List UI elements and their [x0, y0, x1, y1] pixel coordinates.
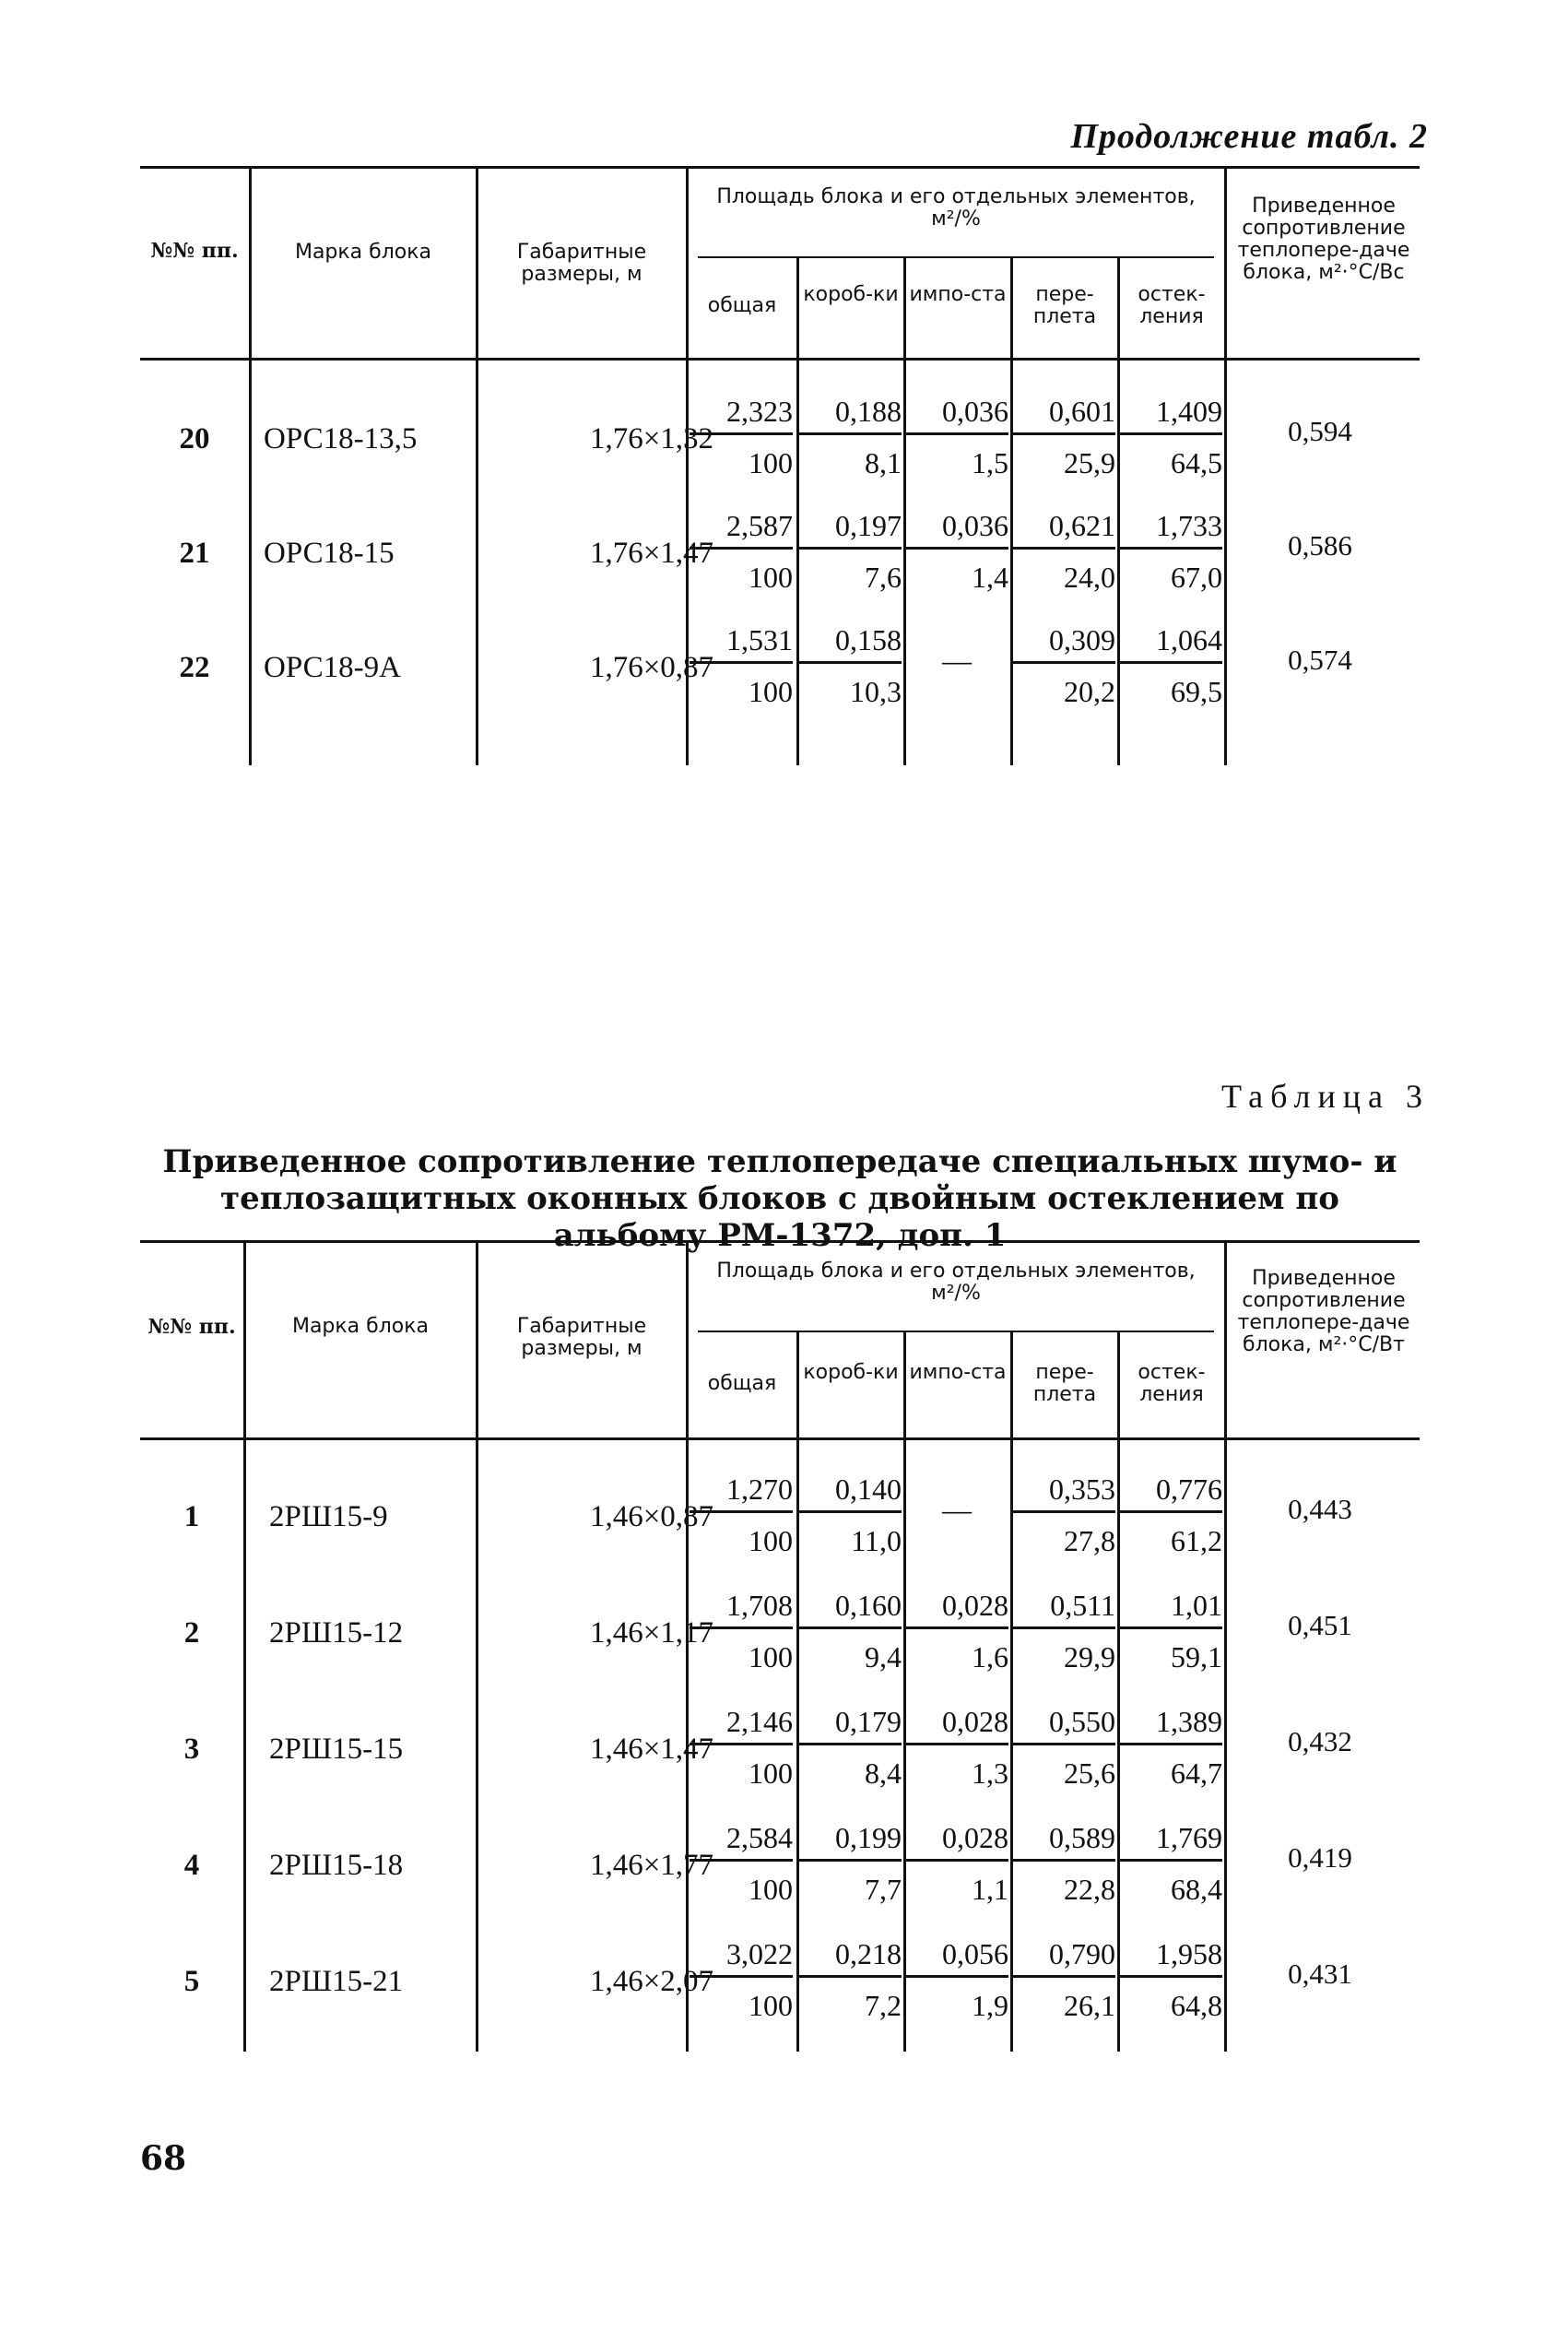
box-area: 0,140: [798, 1473, 902, 1513]
frame-percent: 24,0: [1064, 561, 1115, 594]
glazing-percent: 68,4: [1171, 1873, 1222, 1906]
frame-area: 0,790: [1012, 1937, 1115, 1978]
glazing-area: 1,733: [1119, 509, 1222, 550]
header-frame: пере-плета: [1032, 1361, 1097, 1406]
row-number: 20: [179, 422, 210, 455]
header-dims: Габаритные размеры, м: [516, 241, 647, 286]
header-resistance: Приведенное сопротивление теплопере-даче блока, м²·°С/Вт: [1237, 1267, 1410, 1356]
header-impost: импо-ста: [909, 1361, 1007, 1384]
glazing-percent: 61,2: [1171, 1524, 1222, 1557]
row-mark: 2РШ15-9: [269, 1500, 388, 1533]
row-resistance: 0,574: [1288, 644, 1352, 676]
row-resistance: 0,594: [1288, 415, 1352, 447]
frame-percent: 26,1: [1064, 1989, 1115, 2022]
header-bottom-rule: [140, 1437, 1420, 1440]
box-area: 0,160: [798, 1589, 902, 1629]
header-glazing: остек-ления: [1138, 1361, 1206, 1406]
row-resistance: 0,586: [1288, 529, 1352, 562]
table-3-title: Приведенное сопротивление теплопередаче специальных шумо- и теплозащитных оконных блоков с двойным остеклением по альбому РМ-1372, доп. 1: [162, 1143, 1397, 1254]
row-number: 4: [183, 1849, 200, 1882]
impost-area: 0,056: [905, 1937, 1008, 1978]
table-top-rule: [140, 1240, 1420, 1243]
total-area: 2,146: [690, 1705, 793, 1745]
frame-area: 0,353: [1012, 1473, 1115, 1513]
glazing-percent: 64,8: [1171, 1989, 1222, 2022]
row-resistance: 0,432: [1288, 1725, 1352, 1757]
frame-area: 0,601: [1012, 395, 1115, 435]
row-number: 5: [183, 1965, 200, 1998]
header-total: общая: [707, 294, 777, 317]
total-percent: 100: [749, 675, 793, 708]
row-mark: 2РШ15-21: [269, 1965, 404, 1998]
row-resistance: 0,419: [1288, 1841, 1352, 1874]
box-area: 0,199: [798, 1821, 902, 1862]
header-resistance: Приведенное сопротивление теплопере-даче блока, м²·°С/Вс: [1237, 195, 1410, 284]
header-num: №№ пп.: [150, 239, 239, 263]
frame-percent: 25,6: [1064, 1756, 1115, 1790]
frame-area: 0,550: [1012, 1705, 1115, 1745]
total-area: 1,531: [690, 623, 793, 664]
frame-percent: 29,9: [1064, 1640, 1115, 1674]
frame-area: 0,309: [1012, 623, 1115, 664]
table-row: [140, 509, 1420, 620]
row-dims: 1,76×1,47: [589, 537, 714, 570]
impost-area: 0,028: [905, 1705, 1008, 1745]
row-number: 1: [183, 1500, 200, 1533]
table-row: [140, 1705, 1420, 1816]
total-area: 1,708: [690, 1589, 793, 1629]
subheader-rule: [698, 256, 1214, 258]
impost-dash: —: [942, 644, 972, 677]
row-resistance: 0,443: [1288, 1493, 1352, 1525]
continuation-caption: Продолжение табл. 2: [1070, 117, 1428, 156]
header-area: Площадь блока и его отдельных элементов, м²/%: [716, 1260, 1196, 1305]
frame-percent: 25,9: [1064, 446, 1115, 479]
glazing-area: 0,776: [1119, 1473, 1222, 1513]
header-total: общая: [707, 1372, 777, 1395]
row-dims: 1,76×1,32: [589, 422, 714, 455]
impost-area: 0,028: [905, 1589, 1008, 1629]
header-num: №№ пп.: [147, 1315, 236, 1339]
row-mark: ОРС18-13,5: [264, 422, 418, 455]
total-percent: 100: [749, 561, 793, 594]
glazing-percent: 64,7: [1171, 1756, 1222, 1790]
box-percent: 10,3: [850, 675, 902, 708]
table-2: [140, 166, 1420, 765]
glazing-area: 1,769: [1119, 1821, 1222, 1862]
box-area: 0,158: [798, 623, 902, 664]
box-percent: 11,0: [851, 1524, 902, 1557]
box-area: 0,179: [798, 1705, 902, 1745]
glazing-percent: 67,0: [1171, 561, 1222, 594]
total-percent: 100: [749, 1756, 793, 1790]
table-row: [140, 1937, 1420, 2048]
frame-area: 0,621: [1012, 509, 1115, 550]
total-percent: 100: [749, 1989, 793, 2022]
table-row: [140, 623, 1420, 734]
total-area: 2,584: [690, 1821, 793, 1862]
glazing-area: 1,958: [1119, 1937, 1222, 1978]
impost-percent: 1,3: [972, 1756, 1008, 1790]
header-bottom-rule: [140, 358, 1420, 361]
impost-percent: 1,4: [972, 561, 1008, 594]
glazing-area: 1,064: [1119, 623, 1222, 664]
box-area: 0,188: [798, 395, 902, 435]
total-percent: 100: [749, 1873, 793, 1906]
header-box: короб-ки: [803, 1361, 899, 1384]
impost-area: 0,036: [905, 395, 1008, 435]
row-mark: ОРС18-15: [264, 537, 395, 570]
row-resistance: 0,451: [1288, 1609, 1352, 1641]
header-glazing: остек-ления: [1138, 283, 1206, 328]
box-percent: 7,7: [865, 1873, 902, 1906]
impost-percent: 1,1: [972, 1873, 1008, 1906]
impost-dash: —: [942, 1493, 972, 1526]
row-dims: 1,76×0,87: [589, 651, 714, 684]
total-percent: 100: [749, 446, 793, 479]
row-number: 22: [179, 651, 210, 684]
impost-area: 0,036: [905, 509, 1008, 550]
frame-percent: 22,8: [1064, 1873, 1115, 1906]
table-row: [140, 1473, 1420, 1583]
impost-percent: 1,6: [972, 1640, 1008, 1674]
box-area: 0,197: [798, 509, 902, 550]
header-frame: пере-плета: [1032, 283, 1097, 328]
impost-percent: 1,9: [972, 1989, 1008, 2022]
total-percent: 100: [749, 1640, 793, 1674]
glazing-percent: 64,5: [1171, 446, 1222, 479]
total-percent: 100: [749, 1524, 793, 1557]
table-top-rule: [140, 166, 1420, 169]
row-mark: 2РШ15-12: [269, 1616, 404, 1650]
frame-area: 0,589: [1012, 1821, 1115, 1862]
row-dims: 1,46×0,87: [589, 1500, 714, 1533]
header-mark: Марка блока: [294, 241, 432, 264]
box-percent: 9,4: [865, 1640, 902, 1674]
row-mark: 2РШ15-18: [269, 1849, 404, 1882]
row-dims: 1,46×1,77: [589, 1849, 714, 1882]
glazing-area: 1,01: [1119, 1589, 1222, 1629]
header-mark: Марка блока: [291, 1315, 430, 1338]
row-resistance: 0,431: [1288, 1958, 1352, 1990]
box-percent: 8,1: [865, 446, 902, 479]
row-number: 3: [183, 1733, 200, 1766]
box-percent: 7,6: [865, 561, 902, 594]
glazing-area: 1,389: [1119, 1705, 1222, 1745]
table-3: [140, 1240, 1420, 2052]
glazing-area: 1,409: [1119, 395, 1222, 435]
table-row: [140, 395, 1420, 505]
row-dims: 1,46×1,47: [589, 1733, 714, 1766]
glazing-percent: 59,1: [1171, 1640, 1222, 1674]
box-percent: 7,2: [865, 1989, 902, 2022]
impost-percent: 1,5: [972, 446, 1008, 479]
frame-percent: 27,8: [1064, 1524, 1115, 1557]
table-3-label: Таблица 3: [1221, 1078, 1430, 1115]
row-mark: ОРС18-9А: [264, 651, 401, 684]
header-dims: Габаритные размеры, м: [516, 1315, 647, 1360]
glazing-percent: 69,5: [1171, 675, 1222, 708]
subheader-rule: [698, 1331, 1214, 1332]
total-area: 2,323: [690, 395, 793, 435]
row-dims: 1,46×2,07: [589, 1965, 714, 1998]
box-percent: 8,4: [865, 1756, 902, 1790]
row-mark: 2РШ15-15: [269, 1733, 404, 1766]
row-dims: 1,46×1,17: [589, 1616, 714, 1650]
table-row: [140, 1821, 1420, 1932]
table-row: [140, 1589, 1420, 1699]
total-area: 2,587: [690, 509, 793, 550]
impost-area: 0,028: [905, 1821, 1008, 1862]
row-number: 21: [179, 537, 210, 570]
total-area: 3,022: [690, 1937, 793, 1978]
frame-area: 0,511: [1012, 1589, 1115, 1629]
total-area: 1,270: [690, 1473, 793, 1513]
header-area: Площадь блока и его отдельных элементов, м²/%: [716, 185, 1196, 231]
header-impost: импо-ста: [909, 283, 1007, 306]
page-number: 68: [140, 2139, 187, 2178]
row-number: 2: [183, 1616, 200, 1650]
header-box: короб-ки: [803, 283, 899, 306]
box-area: 0,218: [798, 1937, 902, 1978]
frame-percent: 20,2: [1064, 675, 1115, 708]
